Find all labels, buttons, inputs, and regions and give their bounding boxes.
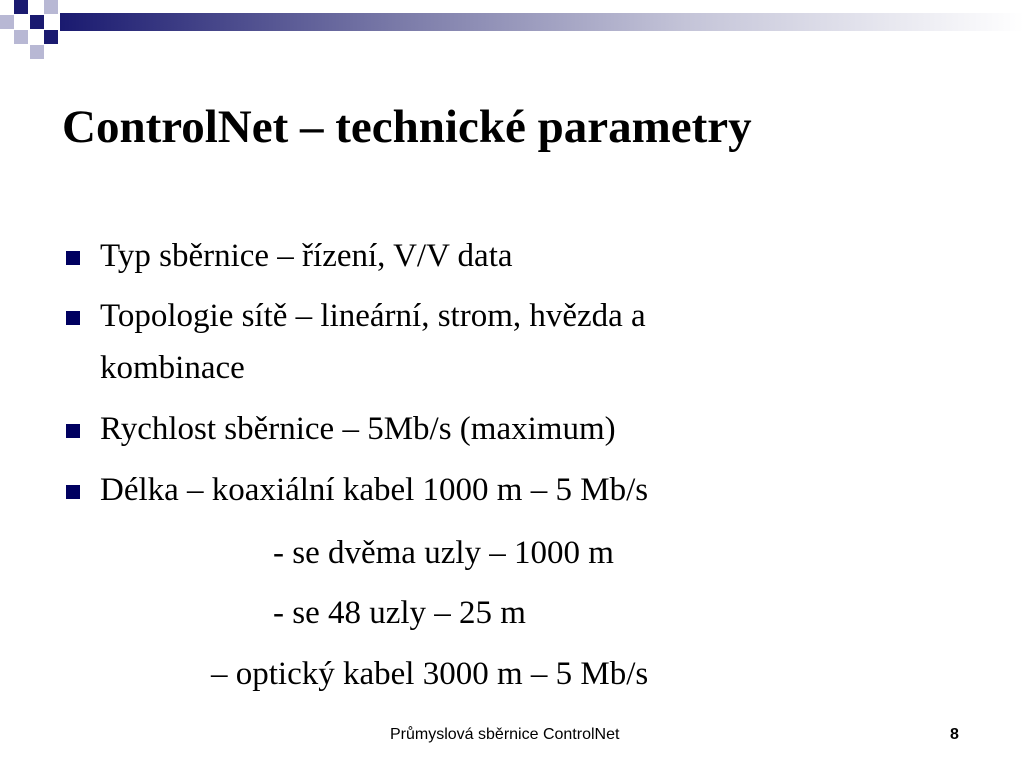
bullet-item: Typ sběrnice – řízení, V/V data xyxy=(100,238,513,274)
deco-square xyxy=(44,30,58,44)
sub-line: - se dvěma uzly – 1000 m xyxy=(273,535,614,571)
bullet-item: Délka – koaxiální kabel 1000 m – 5 Mb/s xyxy=(100,472,649,508)
page-number: 8 xyxy=(950,726,959,743)
header-decoration xyxy=(0,0,1024,50)
bullet-item: Topologie sítě – lineární, strom, hvězda a xyxy=(100,298,646,334)
bullet-square-icon xyxy=(66,485,80,499)
deco-square xyxy=(0,15,14,29)
deco-square xyxy=(14,0,28,14)
deco-square xyxy=(30,45,44,59)
bullet-square-icon xyxy=(66,424,80,438)
footer-text: Průmyslová sběrnice ControlNet xyxy=(390,726,620,743)
bullet-item-continuation: kombinace xyxy=(100,350,245,386)
sub-line: – optický kabel 3000 m – 5 Mb/s xyxy=(211,656,649,692)
slide-title: ControlNet – technické parametry xyxy=(62,101,752,153)
bullet-item: Rychlost sběrnice – 5Mb/s (maximum) xyxy=(100,411,616,447)
deco-square xyxy=(44,0,58,14)
sub-line: - se 48 uzly – 25 m xyxy=(273,595,526,631)
bullet-square-icon xyxy=(66,311,80,325)
header-gradient-strip xyxy=(60,13,1024,31)
bullet-square-icon xyxy=(66,251,80,265)
deco-square xyxy=(14,30,28,44)
deco-square xyxy=(30,15,44,29)
